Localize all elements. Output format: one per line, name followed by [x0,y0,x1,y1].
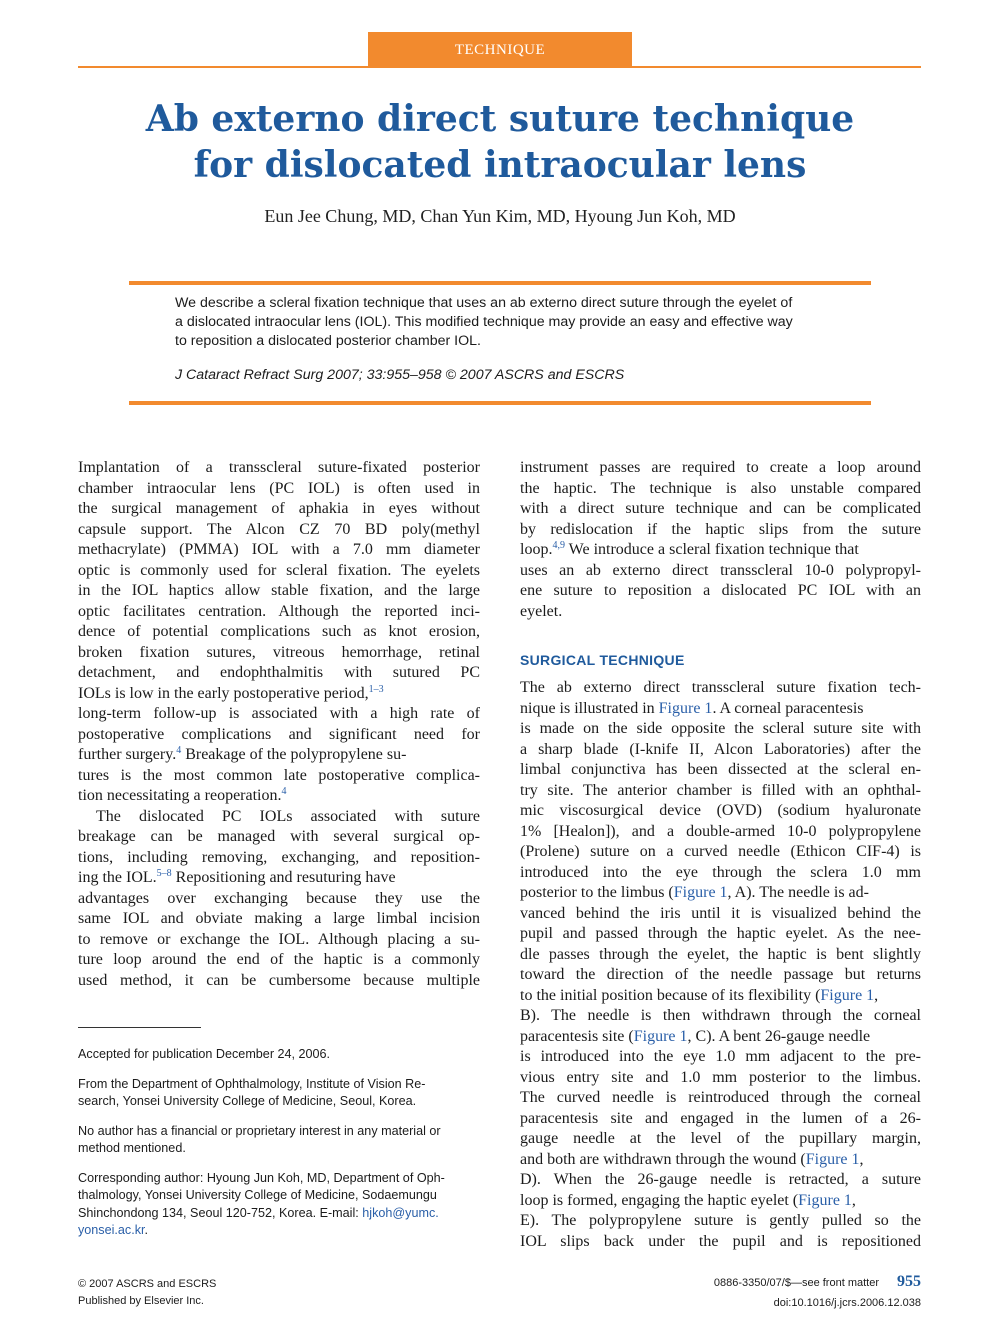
body-text: tion necessitating a reoperation. [78,787,282,804]
footer-doi: doi:10.1016/j.jcrs.2006.12.038 [773,1297,921,1309]
page-number: 955 [897,1273,921,1290]
reference-link[interactable]: 1–3 [368,683,384,695]
body-line: mic viscosurgical device (OVD) (sodium hyaluronate [520,802,921,819]
body-line: The ab externo direct transscleral suture fixation tech- [520,679,921,696]
body-line: advantages over exchanging because they use the [78,889,480,907]
footnote-rule [78,1027,201,1028]
body-line: 1% [Healon]), and a double-armed 10-0 polypropylene [520,822,921,840]
footer-publisher: Published by Elsevier Inc. [78,1295,204,1307]
footnote-disclosure: No author has a financial or proprietary interest in any material or [78,1123,441,1138]
reference-link[interactable]: 4 [281,786,287,797]
body-line: ture loop around the end of the haptic is a commonly [78,951,480,968]
body-line: dence of potential complications such as knot erosion, [78,623,480,640]
body-line: gauge needle at the level of the pupillary margin, [520,1130,921,1147]
figure-link[interactable]: Figure 1 [633,1027,688,1045]
body-text: nique is illustrated in [520,699,655,717]
footnote-accepted: Accepted for publication December 24, 2006. [78,1047,331,1061]
body-line: with a direct suture technique and can be complicated [520,500,921,517]
body-line [520,1150,921,1171]
body-text: IOLs is low in the early postoperative period, [78,684,369,702]
author-list: Eun Jee Chung, MD, Chan Yun Kim, MD, Hyoung Jun Koh, MD [264,206,736,226]
body-line [78,684,480,705]
body-line: broken fixation sutures, vitreous hemorrhage, retinal [78,643,480,661]
reference-link[interactable]: 5–8 [156,868,172,879]
article-title [0,96,1000,188]
left-column [78,458,480,991]
body-line: the haptic. The technique is also unstable compared [520,479,921,497]
body-line: chamber intraocular lens (PC IOL) is often used in [78,479,480,497]
body-line: uses an ab externo direct transscleral 10-0 polypropyl- [520,561,921,579]
body-line: to remove or exchange the IOL. Although placing a su- [78,930,480,948]
figure-link[interactable]: Figure 1 [820,986,875,1004]
body-line: breakage can be managed with several surgical op- [78,828,480,845]
body-line [520,1191,921,1212]
footer-issn: 0886-3350/07/$—see front matter [713,1277,879,1289]
body-line: ene suture to reposition a dislocated PC IOL with an [520,582,921,599]
body-line: optic facilitates centration. Although the reported inci- [78,602,480,620]
body-line: The dislocated PC IOLs associated with suture [96,807,480,825]
body-line: by redislocation if the haptic slips from the suture [520,520,921,538]
body-line: capsule support. The Alcon CZ 70 BD poly(methyl [78,520,480,538]
footer-copyright: © 2007 ASCRS and ESCRS [78,1278,217,1290]
abstract-line: a dislocated intraocular lens (IOL). This modified technique may provide an easy and effective way [175,314,793,330]
body-line: optic is commonly used for scleral fixation. The eyelets [78,561,480,579]
body-line: eyelet. [520,602,563,620]
right-column-technique [520,678,921,1252]
body-line: instrument passes are required to create a loop around [520,459,921,476]
footnote-correspondence: Corresponding author: Hyoung Jun Koh, MD, Department of Oph- [78,1170,445,1185]
body-line: (Prolene) suture on a curved needle (Ethicon CIF-4) is [520,843,921,860]
footnote-correspondence [78,1222,480,1240]
figure-link[interactable]: Figure 1 [798,1191,852,1209]
footnote-text: . [144,1223,148,1237]
reference-link[interactable]: 4,9 [552,540,565,551]
body-line: long-term follow-up is associated with a high rate of [78,705,480,722]
body-line [520,699,921,720]
figure-link[interactable]: Figure 1 [658,699,713,717]
body-line: paracentesis site and engaged in the lumen of a 26- [520,1109,921,1127]
body-text: loop is formed, engaging the haptic eyelet ( [520,1191,799,1209]
body-line: D). When the 26-gauge needle is retracted, a suture [520,1171,921,1188]
footnote-correspondence [78,1205,480,1223]
body-line: the surgical management of aphakia in eyes without [78,500,480,517]
section-tag: TECHNIQUE [368,32,632,66]
body-line: pupil and passed through the haptic eyelet. As the nee- [520,925,921,942]
body-line: toward the direction of the needle passage but returns [520,966,921,983]
body-line: try site. The anterior chamber is filled with an ophthal- [520,781,921,799]
body-line: tures is the most common late postoperative complica- [78,766,480,784]
footnote-disclosure: method mentioned. [78,1141,186,1155]
body-text: and both are withdrawn through the wound ( [520,1150,806,1168]
body-line: vious entry site and 1.0 mm posterior to the limbus. [520,1068,921,1086]
body-line [78,745,480,766]
body-line: in the IOL haptics allow stable fixation, and the large [78,582,480,599]
footer-issn-line [714,1272,921,1293]
body-line: used method, it can be cumbersome because multiple [78,971,480,989]
footnote-affiliation: search, Yonsei University College of Medicine, Seoul, Korea. [78,1094,417,1108]
figure-link[interactable]: Figure 1 [805,1150,860,1168]
body-text: ing the IOL. [78,869,157,886]
body-line: dle passes through the eyelet, the haptic is bent slightly [520,945,921,963]
email-link[interactable]: yonsei.ac.kr [78,1223,145,1237]
body-text: , [851,1191,856,1209]
body-line: is made on the side opposite the scleral suture site with [520,720,921,737]
body-line [78,786,480,807]
abstract-line: to reposition a dislocated posterior chamber IOL. [175,333,481,349]
body-text: We introduce a scleral fixation technique that [564,541,859,558]
body-line: limbal conjunctiva has been dissected at the scleral en- [520,761,921,778]
body-line [520,540,921,561]
body-text: , C). A bent 26-gauge needle [687,1027,871,1045]
title-line-1: Ab externo direct suture technique [145,98,855,140]
reference-link[interactable]: 4 [176,745,182,756]
body-text: posterior to the limbus ( [520,884,674,901]
footnote-affiliation: From the Department of Ophthalmology, Institute of Vision Re- [78,1076,426,1091]
body-line: tions, including removing, exchanging, and reposition- [78,848,480,866]
body-line: Implantation of a transscleral suture-fixated posterior [78,459,480,476]
footnote-text: Shinchondong 134, Seoul 120-752, Korea. E-mail: [78,1205,363,1220]
body-text: , A). The needle is ad- [727,884,869,901]
header-rule [78,66,921,68]
email-link[interactable]: hjkoh@yumc. [362,1205,439,1220]
body-line: a sharp blade (I-knife II, Alcon Laboratories) after the [520,740,921,758]
body-line: vanced behind the iris until it is visualized behind the [520,904,921,922]
body-line: The curved needle is reintroduced through the corneal [520,1089,921,1106]
figure-link[interactable]: Figure 1 [673,884,728,901]
footnote-correspondence: thalmology, Yonsei University College of Medicine, Sodaemungu [78,1188,437,1202]
abstract-top-rule [129,281,871,285]
right-column [520,458,921,622]
body-line: is introduced into the eye 1.0 mm adjacent to the pre- [520,1048,921,1065]
body-text: to the initial position because of its flexibility ( [520,986,821,1004]
body-text: paracentesis site ( [520,1027,634,1045]
body-line: IOL slips back under the pupil and is repositioned [520,1232,921,1250]
body-text: , [874,986,879,1004]
body-line: introduced into the eye through the sclera 1.0 mm [520,863,921,881]
journal-citation: J Cataract Refract Surg 2007; 33:955–958 © 2007 ASCRS and ESCRS [175,367,625,383]
body-line: detachment, and endophthalmitis with sutured PC [78,664,480,681]
body-line: same IOL and obviate making a large limbal incision [78,910,480,927]
body-line: E). The polypropylene suture is gently pulled so the [520,1212,921,1229]
footer-left [78,1276,216,1310]
abstract [175,294,855,351]
body-text: Repositioning and resuturing have [171,869,396,886]
footer-right [714,1272,921,1313]
body-line: B). The needle is then withdrawn through the corneal [520,1007,921,1024]
title-line-2: for dislocated intraocular lens [193,144,807,186]
body-text: further surgery. [78,746,177,763]
body-line [520,883,921,904]
abstract-bottom-rule [129,401,871,405]
body-line [520,1027,921,1048]
footnotes [78,1046,480,1240]
abstract-line: We describe a scleral fixation technique that uses an ab externo direct suture through the eyelet of [175,295,793,311]
body-line [520,986,921,1007]
body-line: postoperative complications and significant need for [78,725,480,743]
body-line [78,868,480,889]
body-text: loop. [520,541,553,558]
body-line: methacrylate) (PMMA) IOL with a 7.0 mm diameter [78,541,480,558]
body-text: . A corneal paracentesis [712,699,864,717]
body-text: Breakage of the polypropylene su- [181,746,407,763]
section-heading: SURGICAL TECHNIQUE [520,652,685,668]
body-text: , [859,1150,864,1168]
